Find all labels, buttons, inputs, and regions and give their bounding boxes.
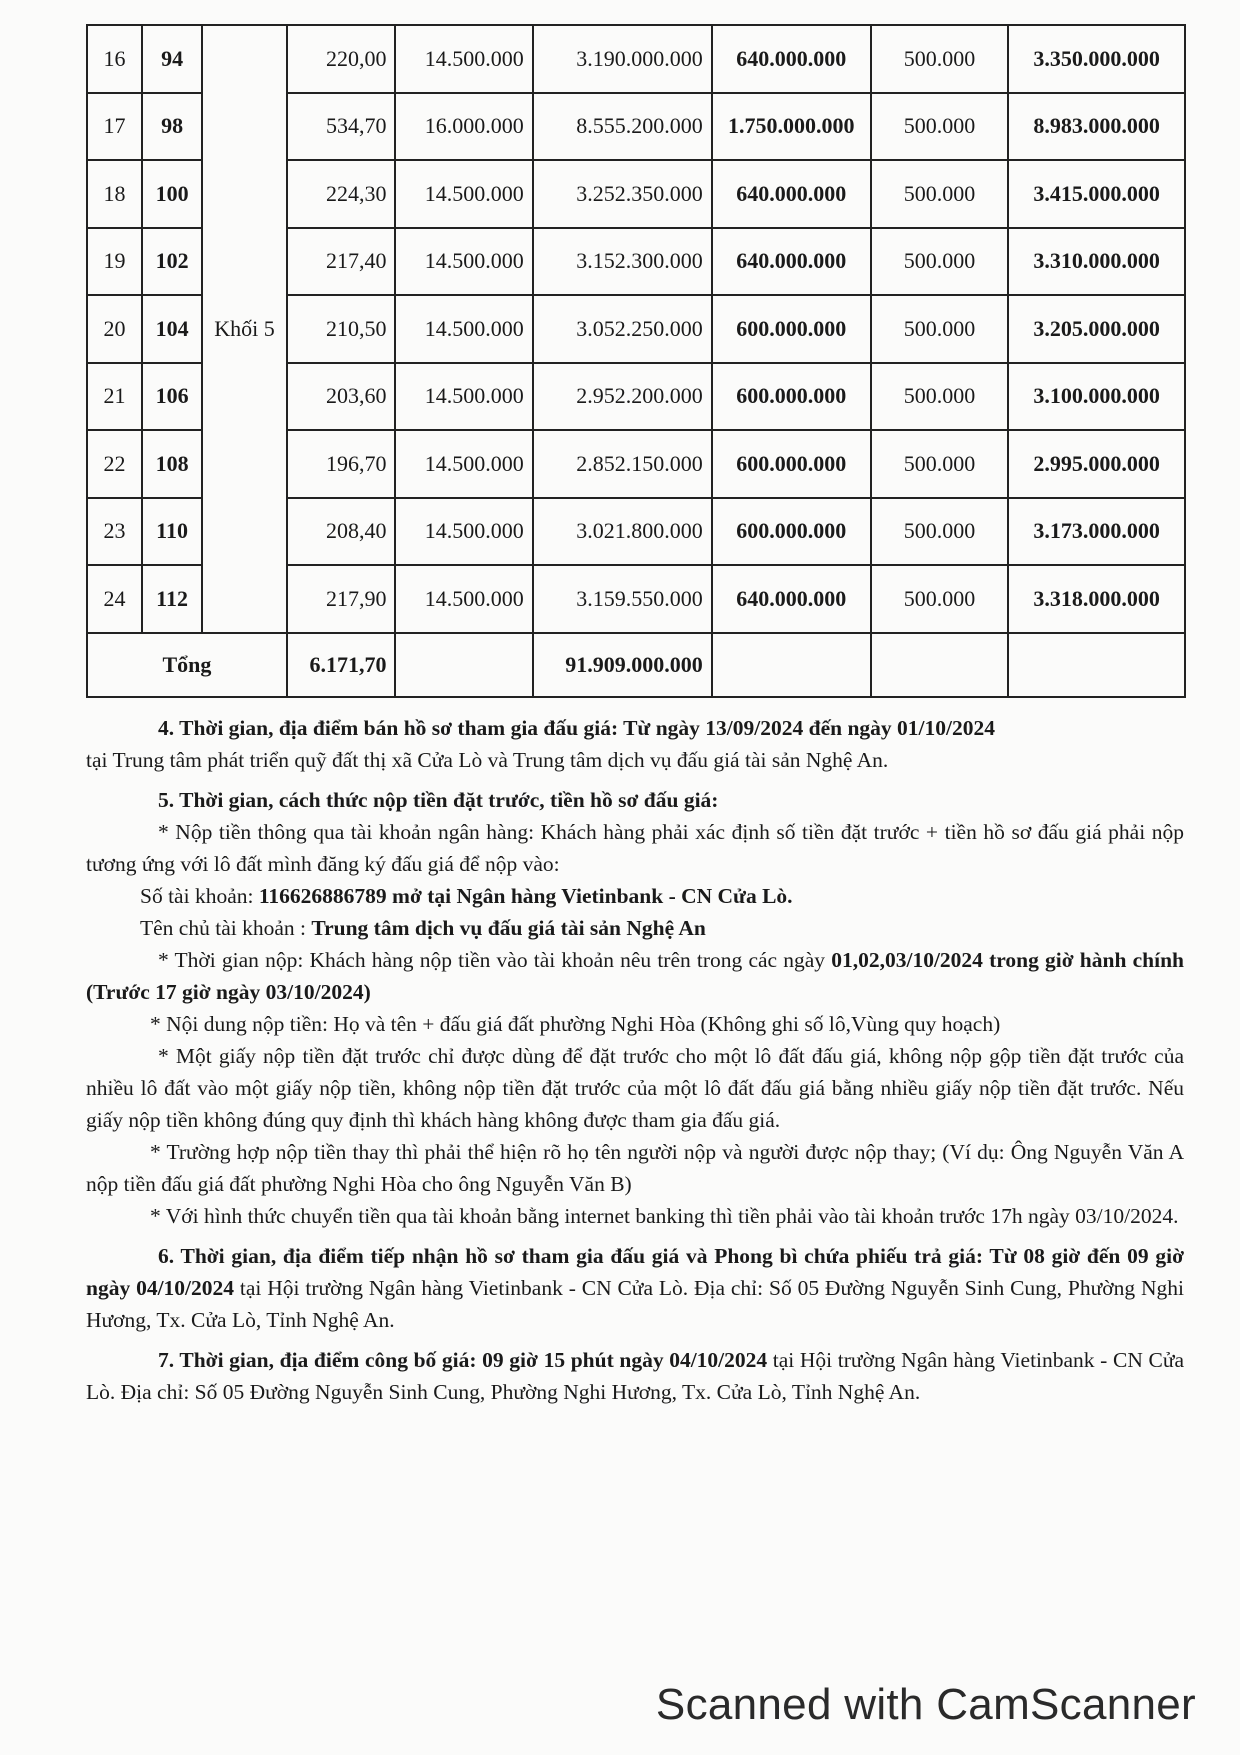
- section-5-heading: 5. Thời gian, cách thức nộp tiền đặt trước, tiền hồ sơ đấu giá:: [158, 788, 719, 812]
- payment-time: [86, 944, 1184, 1008]
- row-number: 23: [87, 498, 142, 566]
- section-4-heading: 4. Thời gian, địa điểm bán hồ sơ tham gia đấu giá: Từ ngày 13/09/2024 đến ngày 01/10/2024: [158, 716, 995, 740]
- proxy-payment-rule: * Trường hợp nộp tiền thay thì phải thể hiện rõ họ tên người nộp và người được nộp thay; (Ví dụ: Ông Nguyễn Văn A nộp tiền đấu giá đất phường Nghi Hòa cho ông Nguyễn Văn B): [86, 1140, 1184, 1196]
- payment-amount: 3.310.000.000: [1008, 228, 1185, 296]
- starting-price: 3.252.350.000: [533, 160, 712, 228]
- unit-price: 14.500.000: [395, 565, 532, 633]
- total-starting-price: 91.909.000.000: [533, 633, 712, 697]
- block-label: Khối 5: [202, 25, 287, 633]
- payment-time-text: * Thời gian nộp: Khách hàng nộp tiền vào tài khoản nêu trên trong các ngày: [158, 948, 832, 972]
- deposit-amount: 600.000.000: [712, 295, 871, 363]
- row-number: 17: [87, 93, 142, 161]
- lot-area: 210,50: [287, 295, 396, 363]
- starting-price: 3.190.000.000: [533, 25, 712, 93]
- lot-number: 102: [142, 228, 202, 296]
- section-6-rest: tại Hội trường Ngân hàng Vietinbank - CN Cửa Lò. Địa chỉ: Số 05 Đường Nguyễn Sinh Cung, Phường Nghi Hương, Tx. Cửa Lò, Tỉnh Nghệ An.: [86, 1276, 1185, 1332]
- payment-amount: 2.995.000.000: [1008, 430, 1185, 498]
- dossier-fee: 500.000: [871, 363, 1008, 431]
- lot-number: 108: [142, 430, 202, 498]
- section-7-rest: tại Hội trường Ngân hàng Vietinbank - CN Cửa Lò. Địa chỉ: Số 05 Đường Nguyễn Sinh Cung, Phường Nghi Hương, Tx. Cửa Lò, Tỉnh Nghệ An.: [86, 1348, 1185, 1404]
- one-slip-rule: * Một giấy nộp tiền đặt trước chỉ được dùng để đặt trước cho một lô đất đấu giá, không nộp gộp tiền đặt trước của nhiều lô đất vào một giấy nộp tiền, không nộp tiền đặt trước của một lô đất đấu giá bằng nhiều giấy nộp tiền đặt trước. Nếu giấy nộp tiền không đúng quy định thì khách hàng không được tham gia đấu giá.: [86, 1044, 1184, 1132]
- payment-amount: 3.100.000.000: [1008, 363, 1185, 431]
- lot-area: 208,40: [287, 498, 396, 566]
- deposit-amount: 600.000.000: [712, 498, 871, 566]
- section-5-bank-transfer: * Nộp tiền thông qua tài khoản ngân hàng: Khách hàng phải xác định số tiền đặt trước + tiền hồ sơ đấu giá phải nộp tương ứng với lô đất mình đăng ký đấu giá để nộp vào:: [86, 820, 1184, 876]
- deposit-amount: 640.000.000: [712, 160, 871, 228]
- payment-amount: 8.983.000.000: [1008, 93, 1185, 161]
- deposit-amount: 1.750.000.000: [712, 93, 871, 161]
- document-body: [86, 712, 1184, 1408]
- lot-number: 106: [142, 363, 202, 431]
- deposit-amount: 640.000.000: [712, 565, 871, 633]
- lot-area: 220,00: [287, 25, 396, 93]
- dossier-fee: 500.000: [871, 295, 1008, 363]
- deposit-amount: 640.000.000: [712, 228, 871, 296]
- dossier-fee: 500.000: [871, 93, 1008, 161]
- account-owner-line: [86, 912, 1184, 944]
- section-7: [86, 1344, 1184, 1408]
- lot-number: 100: [142, 160, 202, 228]
- empty-cell: [871, 633, 1008, 697]
- payment-amount: 3.205.000.000: [1008, 295, 1185, 363]
- unit-price: 14.500.000: [395, 160, 532, 228]
- dossier-fee: 500.000: [871, 25, 1008, 93]
- lot-number: 104: [142, 295, 202, 363]
- account-number-line: [86, 880, 1184, 912]
- lot-number: 110: [142, 498, 202, 566]
- payment-amount: 3.415.000.000: [1008, 160, 1185, 228]
- dossier-fee: 500.000: [871, 228, 1008, 296]
- payment-amount: 3.318.000.000: [1008, 565, 1185, 633]
- deposit-amount: 600.000.000: [712, 430, 871, 498]
- unit-price: 14.500.000: [395, 228, 532, 296]
- unit-price: 14.500.000: [395, 25, 532, 93]
- lot-number: 94: [142, 25, 202, 93]
- unit-price: 14.500.000: [395, 363, 532, 431]
- dossier-fee: 500.000: [871, 430, 1008, 498]
- account-number-value: 116626886789 mở tại Ngân hàng Vietinbank - CN Cửa Lò.: [258, 884, 793, 908]
- empty-cell: [1008, 633, 1185, 697]
- lot-number: 98: [142, 93, 202, 161]
- table-row: [87, 25, 1185, 93]
- lot-area: 224,30: [287, 160, 396, 228]
- starting-price: 3.152.300.000: [533, 228, 712, 296]
- deposit-amount: 640.000.000: [712, 25, 871, 93]
- lot-area: 217,40: [287, 228, 396, 296]
- lot-area: 217,90: [287, 565, 396, 633]
- starting-price: 2.952.200.000: [533, 363, 712, 431]
- account-owner-value: Trung tâm dịch vụ đấu giá tài sản Nghệ An: [311, 916, 706, 940]
- empty-cell: [712, 633, 871, 697]
- starting-price: 2.852.150.000: [533, 430, 712, 498]
- section-7-bold: 7. Thời gian, địa điểm công bố giá: 09 giờ 15 phút ngày 04/10/2024: [158, 1348, 768, 1372]
- total-label: Tổng: [87, 633, 287, 697]
- lot-area: 196,70: [287, 430, 396, 498]
- auction-lots-table: [86, 24, 1186, 698]
- unit-price: 16.000.000: [395, 93, 532, 161]
- unit-price: 14.500.000: [395, 430, 532, 498]
- lot-number: 112: [142, 565, 202, 633]
- account-number-label: Số tài khoản:: [140, 884, 259, 908]
- section-4-body: tại Trung tâm phát triển quỹ đất thị xã Cửa Lò và Trung tâm dịch vụ đấu giá tài sản Nghệ An.: [86, 748, 889, 772]
- camscanner-watermark: Scanned with CamScanner: [655, 1680, 1196, 1729]
- row-number: 16: [87, 25, 142, 93]
- unit-price: 14.500.000: [395, 295, 532, 363]
- starting-price: 3.159.550.000: [533, 565, 712, 633]
- account-owner-label: Tên chủ tài khoản :: [140, 916, 312, 940]
- empty-cell: [395, 633, 532, 697]
- starting-price: 3.021.800.000: [533, 498, 712, 566]
- total-row: [87, 633, 1185, 697]
- dossier-fee: 500.000: [871, 565, 1008, 633]
- dossier-fee: 500.000: [871, 160, 1008, 228]
- starting-price: 8.555.200.000: [533, 93, 712, 161]
- row-number: 19: [87, 228, 142, 296]
- row-number: 20: [87, 295, 142, 363]
- row-number: 21: [87, 363, 142, 431]
- lot-area: 534,70: [287, 93, 396, 161]
- deposit-amount: 600.000.000: [712, 363, 871, 431]
- payment-time-bold: 01,02,03/10/2024 trong giờ hành chính (Trước 17 giờ ngày 03/10/2024): [86, 948, 1184, 1004]
- payment-amount: 3.350.000.000: [1008, 25, 1185, 93]
- dossier-fee: 500.000: [871, 498, 1008, 566]
- row-number: 22: [87, 430, 142, 498]
- internet-banking-rule: * Với hình thức chuyển tiền qua tài khoản bằng internet banking thì tiền phải vào tài khoản trước 17h ngày 03/10/2024.: [150, 1204, 1179, 1228]
- starting-price: 3.052.250.000: [533, 295, 712, 363]
- section-6-bold: 6. Thời gian, địa điểm tiếp nhận hồ sơ tham gia đấu giá và Phong bì chứa phiếu trả giá: Từ 08 giờ đến 09 giờ ngày 04/10/2024: [86, 1244, 1184, 1300]
- section-6: [86, 1240, 1184, 1336]
- row-number: 18: [87, 160, 142, 228]
- payment-amount: 3.173.000.000: [1008, 498, 1185, 566]
- row-number: 24: [87, 565, 142, 633]
- payment-content: * Nội dung nộp tiền: Họ và tên + đấu giá đất phường Nghi Hòa (Không ghi số lô,Vùng quy hoạch): [150, 1012, 1001, 1036]
- unit-price: 14.500.000: [395, 498, 532, 566]
- total-area: 6.171,70: [287, 633, 396, 697]
- lot-area: 203,60: [287, 363, 396, 431]
